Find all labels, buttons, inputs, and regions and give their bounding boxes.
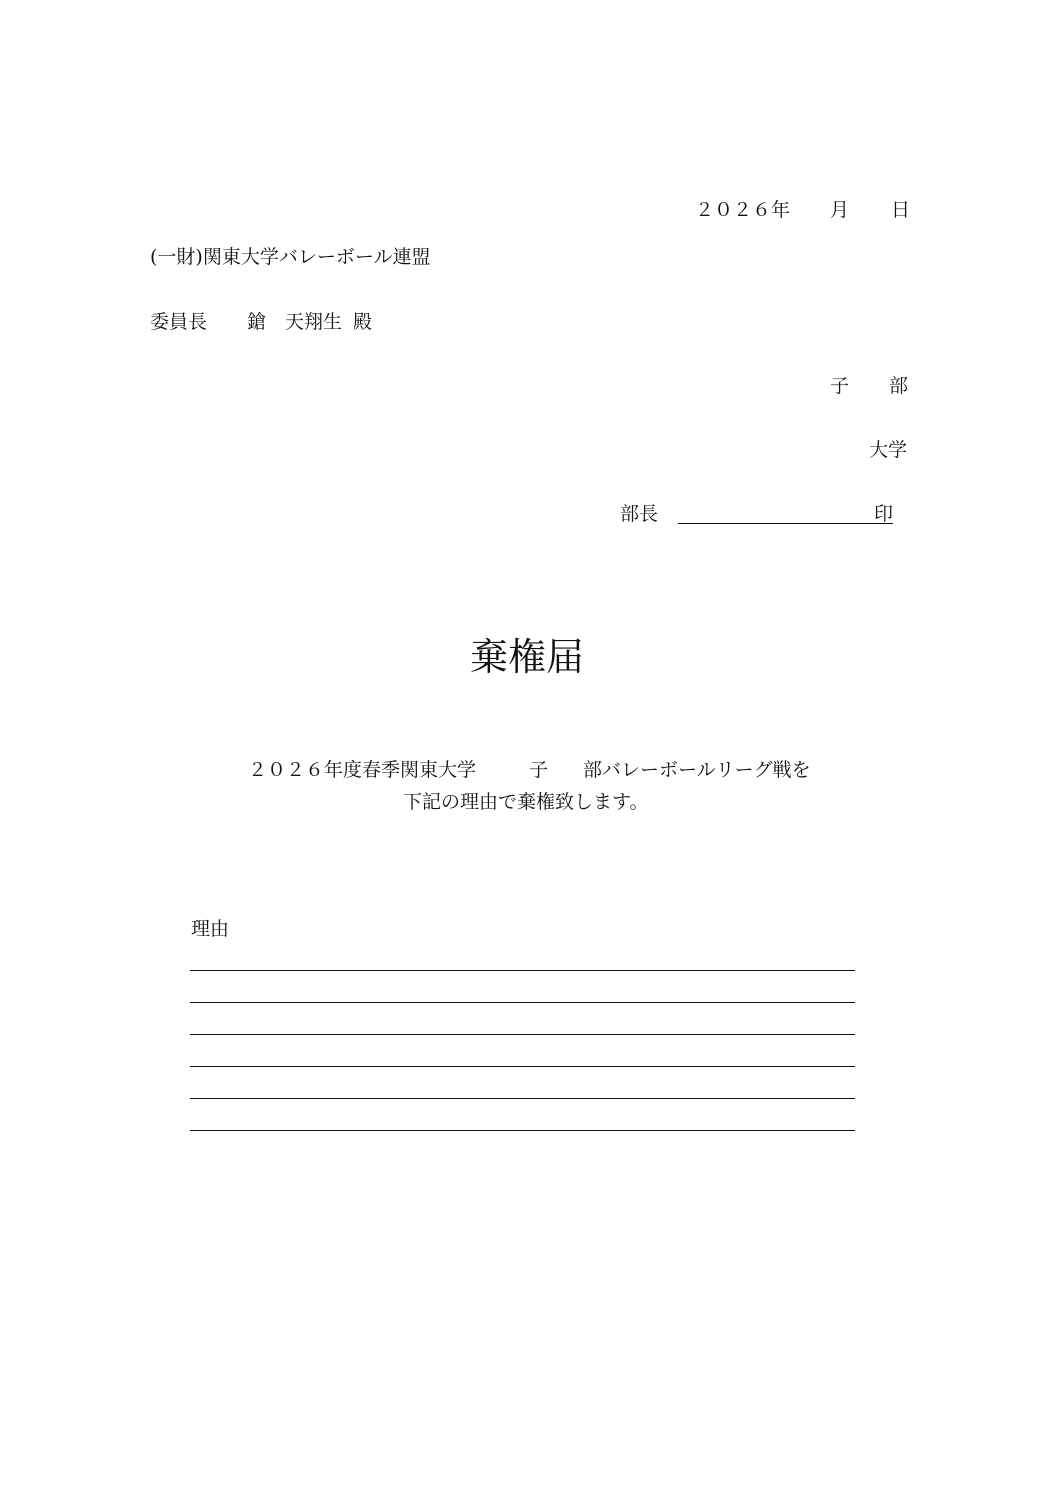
sender-head-signature-line[interactable] [678,523,893,524]
reason-line[interactable] [190,1034,855,1035]
addressee-title: 委員長 [150,311,208,333]
body-line-1 [248,761,811,780]
document-title: 棄権届 [470,635,585,679]
date-year: ２０２６年 [695,199,791,221]
reason-label: 理由 [191,918,230,940]
body-line-1-b: 子 [529,759,549,781]
division-bu: 部 [889,375,909,397]
addressee-line [150,313,372,332]
reason-line[interactable] [190,1098,855,1099]
date-line [695,201,910,220]
reason-line[interactable] [190,970,855,971]
sender-division [830,377,908,396]
reason-line[interactable] [190,1002,855,1003]
date-month: 月 [830,199,850,221]
addressee-name: 鎗 天翔生 [247,311,343,333]
addressee-honorific: 殿 [353,311,373,333]
addressee-organization: (一財)関東大学バレーボール連盟 [150,246,431,268]
body-line-1-c: 部バレーボールリーグ戦を [583,759,811,781]
division-ko: 子 [830,375,850,397]
reason-line[interactable] [190,1130,855,1131]
reason-line[interactable] [190,1066,855,1067]
seal-mark: 印 [874,503,894,525]
body-line-2: 下記の理由で棄権致します。 [403,791,649,813]
date-day: 日 [891,199,911,221]
sender-university: 大学 [869,439,908,461]
body-line-1-a: ２０２６年度春季関東大学 [248,759,477,781]
sender-head-label: 部長 [620,503,659,525]
